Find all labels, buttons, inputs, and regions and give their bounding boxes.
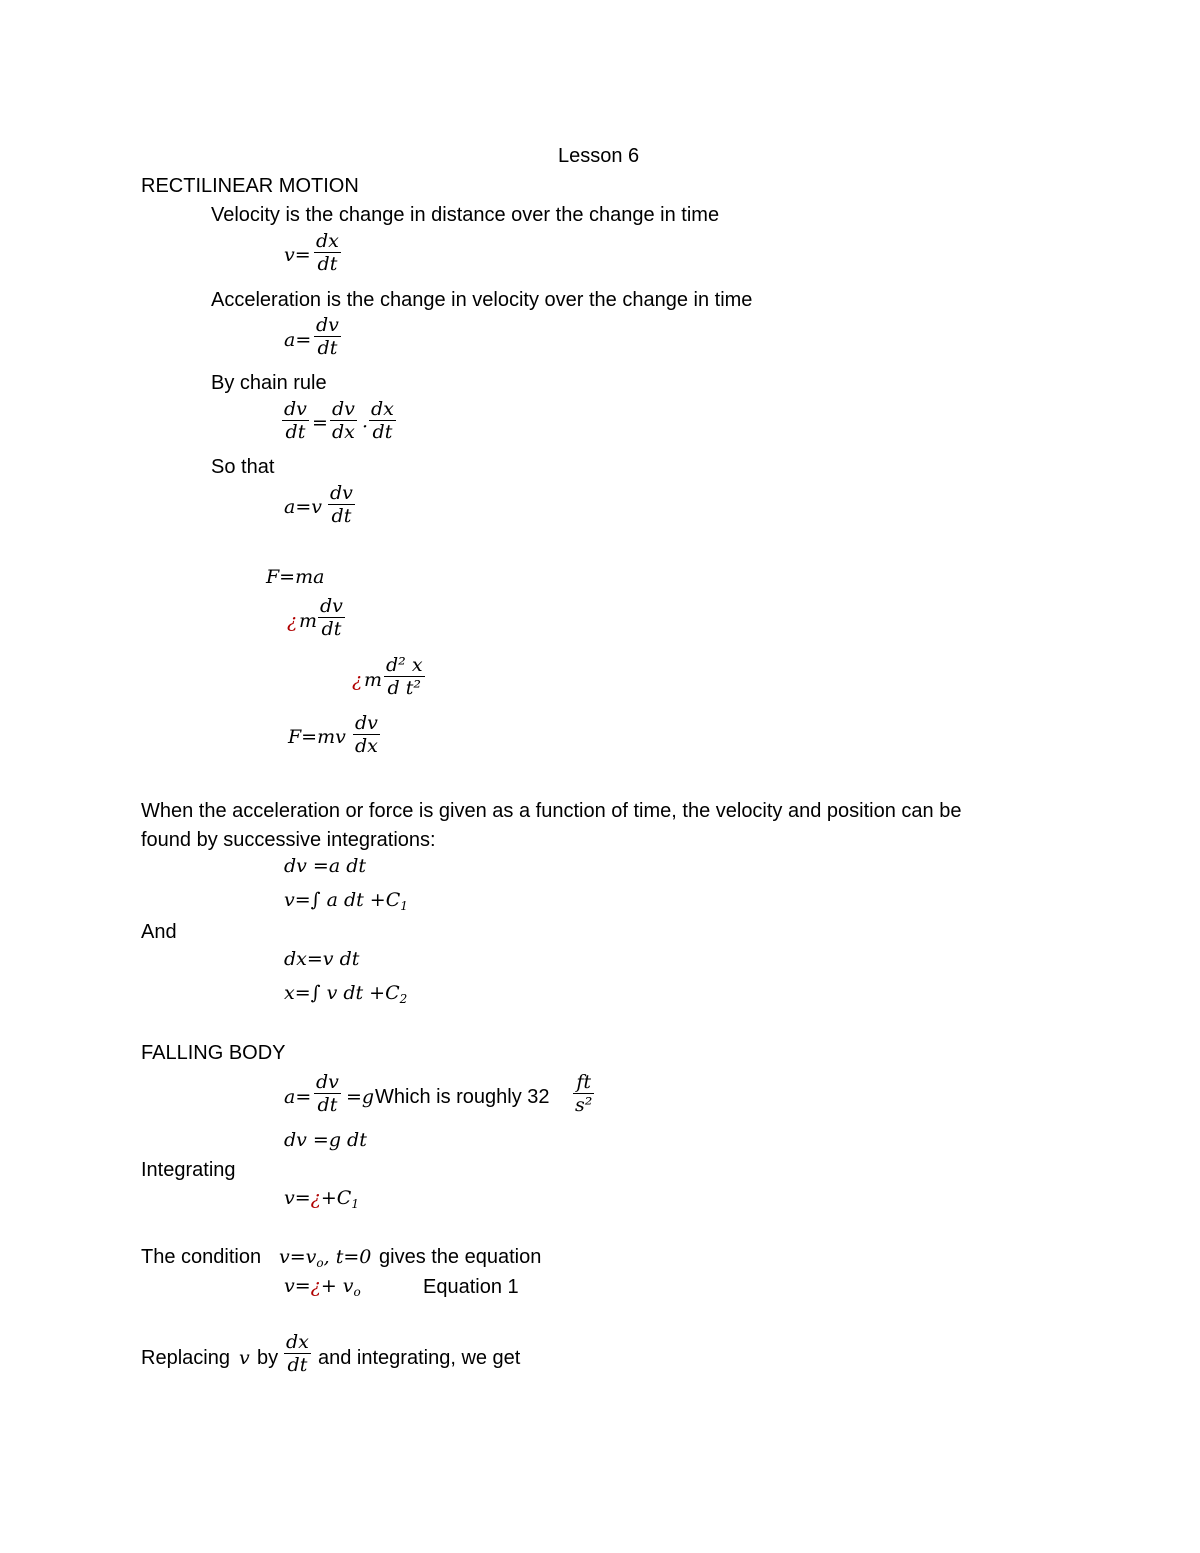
integration-text-line1: When the acceleration or force is given as a function of time, the velocity and position can be [141,800,962,822]
integration-text-line2: found by successive integrations: [141,829,436,851]
section-heading-rectilinear: RECTILINEAR MOTION [141,175,359,197]
so-that-label: So that [211,456,275,478]
velocity-definition: Velocity is the change in distance over the change in time [211,204,720,226]
equation-dv-gdt: dv =g dt [284,1129,367,1151]
integrating-label: Integrating [141,1159,236,1181]
equation-dv-adt: dv =a dt [284,855,367,877]
chain-rule-label: By chain rule [211,372,327,394]
page-title: Lesson 6 [558,145,640,167]
and-label: And [141,921,177,943]
section-heading-falling-body: FALLING BODY [141,1042,286,1064]
equation-dx-vdt: dx=v dt [284,948,360,970]
equation-v-c1: $v=¿+C_1$ [284,1187,359,1211]
acceleration-definition: Acceleration is the change in velocity over the change in time [211,289,753,311]
equation-1-label: Equation 1 [423,1276,519,1298]
equation-v-integral: v=∫ a dt $+C_1$ [284,889,408,913]
equation-f-ma: F=ma [266,566,325,588]
equation-x-integral: x=∫ v dt $+C_2$ [284,982,408,1006]
